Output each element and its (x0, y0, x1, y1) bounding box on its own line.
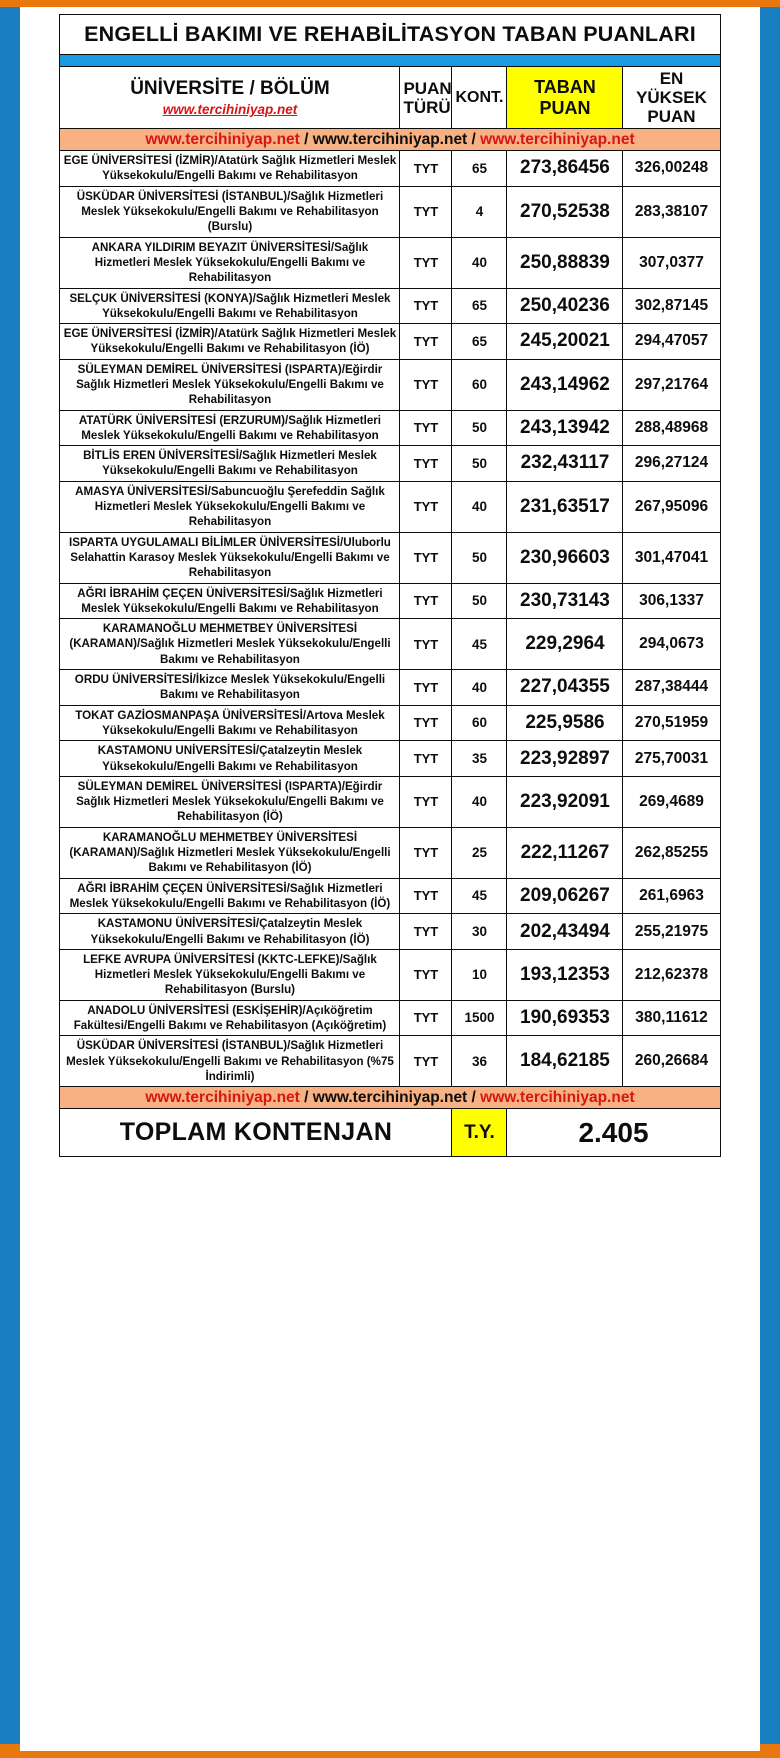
cell-puan-turu: TYT (400, 670, 452, 706)
total-kontenjan-value: 2.405 (507, 1109, 720, 1157)
cell-puan-turu: TYT (400, 237, 452, 288)
cell-university: ATATÜRK ÜNİVERSİTESİ (ERZURUM)/Sağlık Hizmetleri Meslek Yüksekokulu/Engelli Bakımı ve Rehabilitasyon (60, 410, 400, 446)
cell-taban-puan: 184,62185 (507, 1036, 623, 1087)
cell-university: KASTAMONU ÜNİVERSİTESİ/Çatalzeytin Meslek Yüksekokulu/Engelli Bakımı ve Rehabilitasyon (İÖ) (60, 914, 400, 950)
header-university (60, 67, 400, 129)
cell-en-yuksek-puan: 306,1337 (623, 583, 720, 619)
promo-sep-1: / (299, 131, 313, 149)
cell-puan-turu: TYT (400, 1000, 452, 1036)
cell-kontenjan: 65 (452, 324, 507, 360)
cell-taban-puan: 270,52538 (507, 186, 623, 237)
cell-puan-turu: TYT (400, 878, 452, 914)
cell-puan-turu: TYT (400, 619, 452, 670)
promo-link-1[interactable]: www.tercihiniyap.net (145, 131, 300, 149)
promo-row-top (60, 129, 720, 151)
cell-university: ANKARA YILDIRIM BEYAZIT ÜNİVERSİTESİ/Sağlık Hizmetleri Meslek Yüksekokulu/Engelli Bakımı ve Rehabilitasyon (60, 237, 400, 288)
cell-en-yuksek-puan: 380,11612 (623, 1000, 720, 1036)
cell-kontenjan: 60 (452, 705, 507, 741)
cell-university: BİTLİS EREN ÜNİVERSİTESİ/Sağlık Hizmetleri Meslek Yüksekokulu/Engelli Bakımı ve Rehabilitasyon (60, 446, 400, 482)
cell-university: ORDU ÜNİVERSİTESİ/İkizce Meslek Yüksekokulu/Engelli Bakımı ve Rehabilitasyon (60, 670, 400, 706)
cell-kontenjan: 45 (452, 878, 507, 914)
cell-puan-turu: TYT (400, 288, 452, 324)
table-row (60, 705, 720, 741)
header-puan-turu: PUAN TÜRÜ (400, 67, 452, 129)
promo-link-2[interactable]: www.tercihiniyap.net (312, 131, 468, 149)
cell-en-yuksek-puan: 302,87145 (623, 288, 720, 324)
cell-kontenjan: 40 (452, 670, 507, 706)
cell-kontenjan: 4 (452, 186, 507, 237)
cell-en-yuksek-puan: 294,0673 (623, 619, 720, 670)
table-sheet (20, 7, 760, 1751)
cell-en-yuksek-puan: 307,0377 (623, 237, 720, 288)
promo-sep-3: / (299, 1089, 313, 1107)
cell-kontenjan: 35 (452, 741, 507, 777)
table-row (60, 878, 720, 914)
cell-taban-puan: 231,63517 (507, 481, 623, 532)
blue-spacer-cell (60, 55, 720, 67)
cell-taban-puan: 222,11267 (507, 827, 623, 878)
cell-en-yuksek-puan: 296,27124 (623, 446, 720, 482)
cell-taban-puan: 223,92897 (507, 741, 623, 777)
cell-kontenjan: 65 (452, 288, 507, 324)
cell-university: SÜLEYMAN DEMİREL ÜNİVERSİTESİ (ISPARTA)/Eğirdir Sağlık Hizmetleri Meslek Yüksekokulu/Engelli Bakımı ve Rehabilitasyon (İÖ) (60, 776, 400, 827)
cell-kontenjan: 40 (452, 237, 507, 288)
cell-puan-turu: TYT (400, 359, 452, 410)
cell-kontenjan: 40 (452, 481, 507, 532)
promo-banner-bottom (60, 1087, 720, 1109)
cell-kontenjan: 65 (452, 151, 507, 187)
cell-en-yuksek-puan: 269,4689 (623, 776, 720, 827)
table-row (60, 410, 720, 446)
cell-taban-puan: 250,40236 (507, 288, 623, 324)
header-kontenjan: KONT. (452, 67, 507, 129)
table-row (60, 1000, 720, 1036)
blue-spacer-row (60, 55, 720, 67)
taban-puan-table (59, 14, 720, 1157)
cell-university: ÜSKÜDAR ÜNİVERSİTESİ (İSTANBUL)/Sağlık Hizmetleri Meslek Yüksekokulu/Engelli Bakımı ve Rehabilitasyon (Burslu) (60, 186, 400, 237)
cell-kontenjan: 50 (452, 446, 507, 482)
cell-puan-turu: TYT (400, 446, 452, 482)
total-label: TOPLAM KONTENJAN (60, 1109, 452, 1157)
total-puan-turu: T.Y. (452, 1109, 507, 1157)
table-row (60, 1036, 720, 1087)
cell-puan-turu: TYT (400, 481, 452, 532)
cell-taban-puan: 225,9586 (507, 705, 623, 741)
cell-en-yuksek-puan: 288,48968 (623, 410, 720, 446)
table-row (60, 324, 720, 360)
cell-en-yuksek-puan: 267,95096 (623, 481, 720, 532)
cell-university: KASTAMONU UNİVERSİTESİ/Çatalzeytin Meslek Yüksekokulu/Engelli Bakımı ve Rehabilitasyon (60, 741, 400, 777)
header-university-label: ÜNİVERSİTE / BÖLÜM (130, 77, 330, 99)
cell-kontenjan: 50 (452, 583, 507, 619)
cell-en-yuksek-puan: 261,6963 (623, 878, 720, 914)
cell-en-yuksek-puan: 326,00248 (623, 151, 720, 187)
cell-taban-puan: 230,73143 (507, 583, 623, 619)
table-row (60, 949, 720, 1000)
cell-university: AMASYA ÜNİVERSİTESİ/Sabuncuoğlu Şerefeddin Sağlık Hizmetleri Meslek Yüksekokulu/Engelli Bakımı ve Rehabilitasyon (60, 481, 400, 532)
cell-kontenjan: 40 (452, 776, 507, 827)
table-row (60, 583, 720, 619)
cell-puan-turu: TYT (400, 583, 452, 619)
cell-taban-puan: 229,2964 (507, 619, 623, 670)
promo-link-3[interactable]: www.tercihiniyap.net (480, 131, 635, 149)
cell-university: TOKAT GAZİOSMANPAŞA ÜNİVERSİTESİ/Artova Meslek Yüksekokulu/Engelli Bakımı ve Rehabilitasyon (60, 705, 400, 741)
cell-taban-puan: 193,12353 (507, 949, 623, 1000)
header-taban-puan: TABAN PUAN (507, 67, 623, 129)
table-row (60, 532, 720, 583)
cell-taban-puan: 209,06267 (507, 878, 623, 914)
table-row (60, 359, 720, 410)
table-row (60, 186, 720, 237)
cell-taban-puan: 273,86456 (507, 151, 623, 187)
cell-puan-turu: TYT (400, 827, 452, 878)
cell-university: LEFKE AVRUPA ÜNİVERSİTESİ (KKTC-LEFKE)/Sağlık Hizmetleri Meslek Yüksekokulu/Engelli Bakımı ve Rehabilitasyon (Burslu) (60, 949, 400, 1000)
table-row (60, 237, 720, 288)
cell-kontenjan: 1500 (452, 1000, 507, 1036)
title-row (60, 15, 720, 55)
cell-university: KARAMANOĞLU MEHMETBEY ÜNİVERSİTESİ (KARAMAN)/Sağlık Hizmetleri Meslek Yüksekokulu/Engelli Bakımı ve Rehabilitasyon (60, 619, 400, 670)
table-row (60, 151, 720, 187)
cell-puan-turu: TYT (400, 776, 452, 827)
table-row (60, 776, 720, 827)
cell-university: KARAMANOĞLU MEHMETBEY ÜNİVERSİTESİ (KARAMAN)/Sağlık Hizmetleri Meslek Yüksekokulu/Engelli Bakımı ve Rehabilitasyon (İÖ) (60, 827, 400, 878)
promo-link-4[interactable]: www.tercihiniyap.net (145, 1089, 300, 1107)
cell-en-yuksek-puan: 287,38444 (623, 670, 720, 706)
cell-puan-turu: TYT (400, 1036, 452, 1087)
total-row (60, 1109, 720, 1157)
cell-university: SÜLEYMAN DEMİREL ÜNİVERSİTESİ (ISPARTA)/Eğirdir Sağlık Hizmetleri Meslek Yüksekokulu/Engelli Bakımı ve Rehabilitasyon (60, 359, 400, 410)
cell-kontenjan: 50 (452, 532, 507, 583)
cell-university: ISPARTA UYGULAMALI BİLİMLER ÜNİVERSİTESİ/Uluborlu Selahattin Karasoy Meslek Yüksekokulu/Engelli Bakımı ve Rehabilitasyon (60, 532, 400, 583)
table-row (60, 446, 720, 482)
cell-kontenjan: 10 (452, 949, 507, 1000)
header-en-yuksek-puan: EN YÜKSEK PUAN (623, 67, 720, 129)
table-row (60, 619, 720, 670)
page-title: ENGELLİ BAKIMI VE REHABİLİTASYON TABAN PUANLARI (60, 15, 720, 55)
cell-en-yuksek-puan: 297,21764 (623, 359, 720, 410)
cell-kontenjan: 30 (452, 914, 507, 950)
cell-en-yuksek-puan: 262,85255 (623, 827, 720, 878)
cell-en-yuksek-puan: 212,62378 (623, 949, 720, 1000)
cell-taban-puan: 230,96603 (507, 532, 623, 583)
cell-university: ANADOLU ÜNİVERSİTESİ (ESKİŞEHİR)/Açıköğretim Fakültesi/Engelli Bakımı ve Rehabilitasyon (Açıköğretim) (60, 1000, 400, 1036)
promo-sep-4: / (467, 1089, 481, 1107)
cell-university: EGE ÜNİVERSİTESİ (İZMİR)/Atatürk Sağlık Hizmetleri Meslek Yüksekokulu/Engelli Bakımı ve Rehabilitasyon (İÖ) (60, 324, 400, 360)
promo-sep-2: / (467, 131, 481, 149)
table-row (60, 481, 720, 532)
cell-en-yuksek-puan: 260,26684 (623, 1036, 720, 1087)
cell-taban-puan: 243,13942 (507, 410, 623, 446)
cell-puan-turu: TYT (400, 914, 452, 950)
cell-kontenjan: 45 (452, 619, 507, 670)
cell-taban-puan: 243,14962 (507, 359, 623, 410)
promo-banner-top (60, 129, 720, 151)
cell-en-yuksek-puan: 255,21975 (623, 914, 720, 950)
table-row (60, 288, 720, 324)
cell-puan-turu: TYT (400, 705, 452, 741)
cell-puan-turu: TYT (400, 186, 452, 237)
promo-row-bottom (60, 1087, 720, 1109)
table-row (60, 827, 720, 878)
cell-university: AĞRI İBRAHİM ÇEÇEN ÜNİVERSİTESİ/Sağlık Hizmetleri Meslek Yüksekokulu/Engelli Bakımı ve Rehabilitasyon (60, 583, 400, 619)
cell-taban-puan: 245,20021 (507, 324, 623, 360)
cell-taban-puan: 223,92091 (507, 776, 623, 827)
cell-kontenjan: 25 (452, 827, 507, 878)
cell-university: ÜSKÜDAR ÜNİVERSİTESİ (İSTANBUL)/Sağlık Hizmetleri Meslek Yüksekokulu/Engelli Bakımı ve Rehabilitasyon (%75 İndirimli) (60, 1036, 400, 1087)
cell-university: SELÇUK ÜNİVERSİTESİ (KONYA)/Sağlık Hizmetleri Meslek Yüksekokulu/Engelli Bakımı ve Rehabilitasyon (60, 288, 400, 324)
cell-en-yuksek-puan: 270,51959 (623, 705, 720, 741)
cell-kontenjan: 50 (452, 410, 507, 446)
table-row (60, 670, 720, 706)
cell-puan-turu: TYT (400, 741, 452, 777)
cell-puan-turu: TYT (400, 949, 452, 1000)
cell-taban-puan: 250,88839 (507, 237, 623, 288)
cell-taban-puan: 202,43494 (507, 914, 623, 950)
cell-taban-puan: 190,69353 (507, 1000, 623, 1036)
cell-en-yuksek-puan: 294,47057 (623, 324, 720, 360)
promo-link-6[interactable]: www.tercihiniyap.net (480, 1089, 635, 1107)
cell-taban-puan: 232,43117 (507, 446, 623, 482)
header-site-link[interactable]: www.tercihiniyap.net (162, 102, 298, 118)
column-header-row (60, 67, 720, 129)
cell-kontenjan: 36 (452, 1036, 507, 1087)
cell-puan-turu: TYT (400, 151, 452, 187)
cell-en-yuksek-puan: 301,47041 (623, 532, 720, 583)
cell-puan-turu: TYT (400, 324, 452, 360)
cell-taban-puan: 227,04355 (507, 670, 623, 706)
top-orange-band (0, 0, 780, 7)
cell-university: AĞRI İBRAHİM ÇEÇEN ÜNİVERSİTESİ/Sağlık Hizmetleri Meslek Yüksekokulu/Engelli Bakımı ve Rehabilitasyon (İÖ) (60, 878, 400, 914)
cell-puan-turu: TYT (400, 532, 452, 583)
cell-en-yuksek-puan: 283,38107 (623, 186, 720, 237)
cell-puan-turu: TYT (400, 410, 452, 446)
cell-en-yuksek-puan: 275,70031 (623, 741, 720, 777)
cell-university: EGE ÜNİVERSİTESİ (İZMİR)/Atatürk Sağlık Hizmetleri Meslek Yüksekokulu/Engelli Bakımı ve Rehabilitasyon (60, 151, 400, 187)
cell-kontenjan: 60 (452, 359, 507, 410)
table-row (60, 741, 720, 777)
table-body (60, 151, 720, 1087)
promo-link-5[interactable]: www.tercihiniyap.net (312, 1089, 468, 1107)
table-row (60, 914, 720, 950)
